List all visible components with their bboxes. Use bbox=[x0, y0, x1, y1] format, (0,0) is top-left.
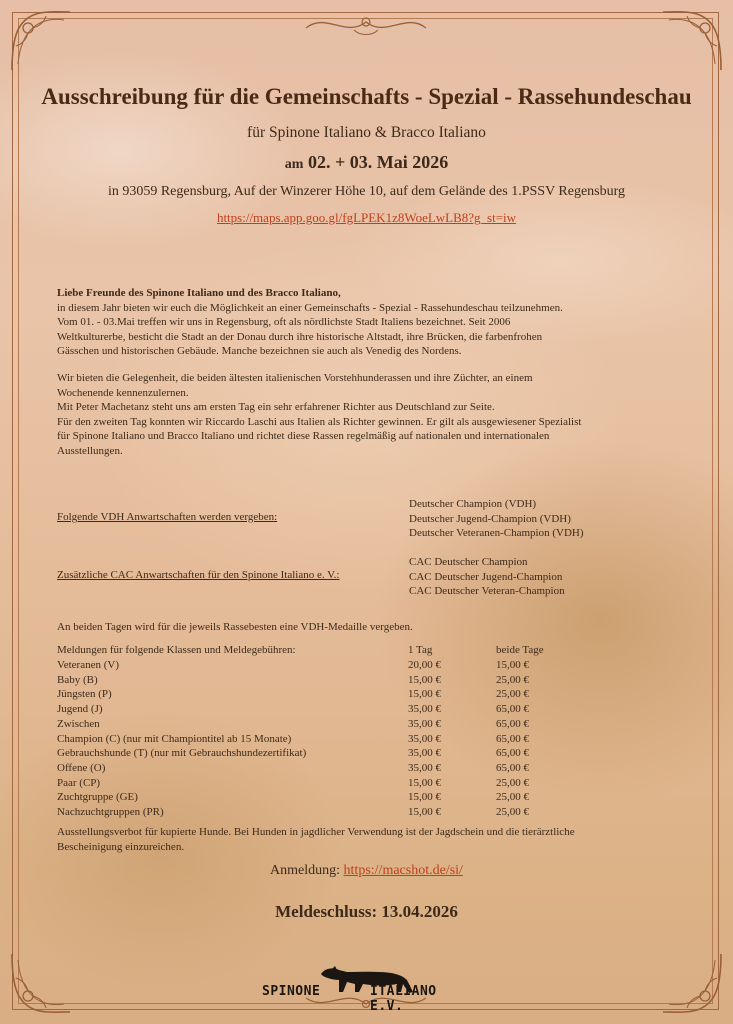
registration-link[interactable]: https://macshot.de/si/ bbox=[343, 863, 463, 878]
fee-both-days: 25,00 € bbox=[496, 791, 529, 804]
fee-one-day: 35,00 € bbox=[408, 703, 441, 716]
fee-class: Champion (C) (nur mit Championtitel ab 15 Monate) bbox=[57, 732, 292, 745]
corner-ornament-icon bbox=[657, 6, 727, 76]
logo-word-italiano: ITALIANO E.V. bbox=[370, 984, 437, 1014]
fee-both-days: 25,00 € bbox=[496, 776, 529, 789]
fee-row bbox=[57, 732, 577, 747]
fee-one-day: 20,00 € bbox=[408, 659, 441, 671]
intro-line: Vom 01. - 03.Mai treffen wir uns in Regensburg, oft als nördlichste Stadt Italiens bezeichnet. Seit 2006 bbox=[57, 316, 511, 329]
map-link[interactable]: https://maps.app.goo.gl/fgLPEK1z8WoeLwLB8?g_st=iw bbox=[216, 210, 517, 225]
vdh-awards-list bbox=[409, 497, 584, 541]
intro-line: Wochenende kennenzulernen. bbox=[57, 386, 189, 399]
fee-class: Zuchtgruppe (GE) bbox=[57, 791, 138, 804]
fee-row bbox=[57, 658, 577, 673]
corner-ornament-icon bbox=[6, 948, 76, 1018]
fee-one-day: 35,00 € bbox=[408, 717, 441, 730]
fee-both-days: 25,00 € bbox=[496, 688, 529, 701]
date-prefix: am bbox=[284, 157, 304, 172]
fee-row bbox=[57, 673, 577, 688]
award-item: Deutscher Jugend-Champion (VDH) bbox=[409, 512, 571, 525]
fee-one-day: 15,00 € bbox=[408, 806, 441, 818]
award-item: CAC Deutscher Jugend-Champion bbox=[409, 570, 563, 583]
fee-row bbox=[57, 717, 577, 732]
fee-row bbox=[57, 687, 577, 702]
fee-class: Zwischen bbox=[57, 717, 100, 730]
ban-line: Ausstellungsverbot für kupierte Hunde. Bei Hunden in jagdlicher Verwendung ist der Jagdschein und die tierärztliche bbox=[57, 826, 575, 838]
fee-row bbox=[57, 746, 577, 761]
intro-line: in diesem Jahr bieten wir euch die Möglichkeit an einer Gemeinschafts - Spezial - Rassehundeschau teilzunehmen. bbox=[57, 301, 563, 314]
fee-class: Veteranen (V) bbox=[57, 659, 119, 671]
ban-line: Bescheinigung einzureichen. bbox=[57, 840, 185, 853]
docking-ban-note bbox=[57, 825, 687, 854]
logo-word-spinone: SPINONE bbox=[262, 984, 321, 999]
corner-ornament-icon bbox=[657, 948, 727, 1018]
fee-both-days: 65,00 € bbox=[496, 732, 529, 745]
club-logo bbox=[262, 962, 472, 1014]
fee-one-day: 35,00 € bbox=[408, 732, 441, 745]
registration bbox=[0, 863, 733, 879]
intro-line: für Spinone Italiano und Bracco Italiano und richtet diese Rassen regelmäßig auf nationalen und internationalen bbox=[57, 430, 550, 443]
fee-class: Paar (CP) bbox=[57, 776, 101, 789]
vdh-awards-label: Folgende VDH Anwartschaften werden vergeben: bbox=[57, 511, 278, 523]
fee-class: Jugend (J) bbox=[57, 703, 103, 716]
cac-awards-list bbox=[409, 555, 565, 599]
fee-class: Gebrauchshunde (T) (nur mit Gebrauchshundezertifikat) bbox=[57, 747, 307, 760]
fee-row bbox=[57, 790, 577, 805]
page-title: Ausschreibung für die Gemeinschafts - Spezial - Rassehundeschau bbox=[41, 84, 692, 109]
event-date bbox=[0, 152, 733, 173]
fee-row bbox=[57, 702, 577, 717]
greeting: Liebe Freunde des Spinone Italiano und des Bracco Italiano, bbox=[57, 287, 341, 299]
registration-deadline: Meldeschluss: 13.04.2026 bbox=[275, 902, 458, 921]
fee-row bbox=[57, 805, 577, 820]
award-item: Deutscher Champion (VDH) bbox=[409, 498, 537, 510]
intro-line: Weltkulturerbe, besticht die Stadt an der Donau durch ihre historische Altstadt, ihre Brücken, die farbenfrohen bbox=[57, 330, 543, 343]
fee-both-days: 65,00 € bbox=[496, 703, 529, 716]
fee-one-day: 15,00 € bbox=[408, 791, 441, 804]
fee-class: Offene (O) bbox=[57, 761, 106, 774]
fee-both-days: 65,00 € bbox=[496, 747, 529, 760]
fee-class: Baby (B) bbox=[57, 673, 98, 686]
registration-label: Anmeldung: bbox=[270, 863, 341, 878]
fee-one-day: 15,00 € bbox=[408, 688, 441, 701]
medal-note: An beiden Tagen wird für die jeweils Rassebesten eine VDH-Medaille vergeben. bbox=[57, 621, 413, 633]
date-value: 02. + 03. Mai 2026 bbox=[307, 152, 449, 172]
award-item: Deutscher Veteranen-Champion (VDH) bbox=[409, 527, 584, 540]
cac-awards-label: Zusätzliche CAC Anwartschaften für den Spinone Italiano e. V.: bbox=[57, 569, 340, 581]
fee-both-days: 25,00 € bbox=[496, 673, 529, 686]
intro-line: Ausstellungen. bbox=[57, 444, 123, 457]
award-item: CAC Deutscher Champion bbox=[409, 556, 528, 568]
intro-line: Gässchen und historischen Gebäude. Manche bezeichnen sie auch als Venedig des Nordens. bbox=[57, 345, 462, 358]
map-link-wrap bbox=[0, 210, 733, 226]
fee-both-days: 15,00 € bbox=[496, 659, 529, 671]
intro-line: Wir bieten die Gelegenheit, die beiden ältesten italienischen Vorstehhunderassen und ihre Züchter, an einem bbox=[57, 371, 533, 384]
fee-one-day: 35,00 € bbox=[408, 761, 441, 774]
scroll-ornament-icon bbox=[296, 8, 436, 42]
event-location: in 93059 Regensburg, Auf der Winzerer Höhe 10, auf dem Gelände des 1.PSSV Regensburg bbox=[107, 184, 626, 199]
intro-text bbox=[57, 286, 687, 459]
intro-line: Mit Peter Machetanz steht uns am ersten Tag ein sehr erfahrener Richter aus Deutschland zur Seite. bbox=[57, 401, 495, 414]
fee-one-day: 15,00 € bbox=[408, 673, 441, 686]
fee-class: Jüngsten (P) bbox=[57, 688, 112, 701]
fee-one-day: 35,00 € bbox=[408, 747, 441, 760]
award-item: CAC Deutscher Veteran-Champion bbox=[409, 585, 565, 598]
fee-class: Nachzuchtgruppen (PR) bbox=[57, 806, 164, 818]
corner-ornament-icon bbox=[6, 6, 76, 76]
fee-both-days: 25,00 € bbox=[496, 806, 529, 818]
fee-row bbox=[57, 761, 577, 776]
fees-header-class: Meldungen für folgende Klassen und Meldegebühren: bbox=[57, 644, 296, 656]
fee-both-days: 65,00 € bbox=[496, 761, 529, 774]
fees-header bbox=[57, 643, 577, 658]
fees-header-one-day: 1 Tag bbox=[408, 644, 433, 656]
fee-one-day: 15,00 € bbox=[408, 776, 441, 789]
fee-both-days: 65,00 € bbox=[496, 717, 529, 730]
fee-row bbox=[57, 776, 577, 791]
fees-header-both-days: beide Tage bbox=[496, 644, 544, 656]
subtitle: für Spinone Italiano & Bracco Italiano bbox=[247, 124, 486, 141]
intro-line: Für den zweiten Tag konnten wir Riccardo Laschi aus Italien als Richter gewinnen. Er gilt als ausgewiesener Spezialist bbox=[57, 415, 582, 428]
